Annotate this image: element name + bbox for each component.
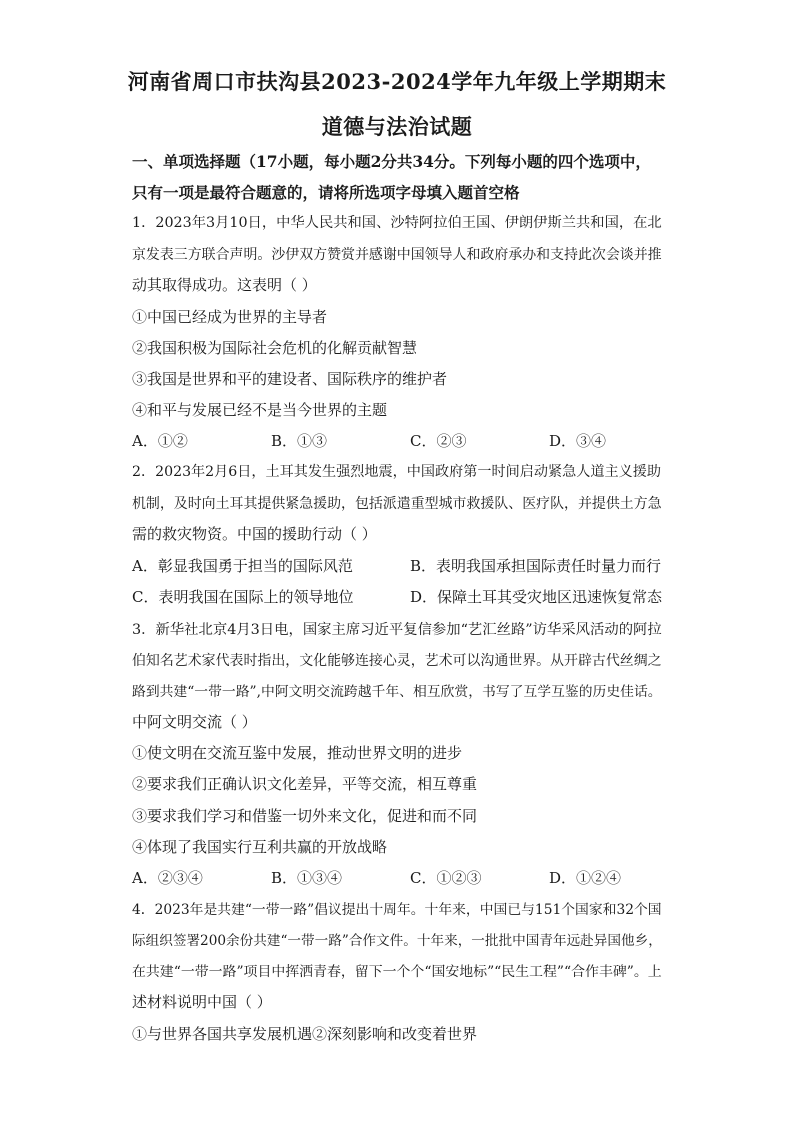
q4-stem-line-4: 述材料说明中国（ ） bbox=[132, 993, 272, 1011]
q2-stem-line-1: 2．2023年2月6日，土耳其发生强烈地震，中国政府第一时间启动紧急人道主义援助 bbox=[132, 464, 662, 480]
q3-option-d: D．①②④ bbox=[549, 869, 622, 887]
q3-stem-line-3: 路到共建“一带一路”,中阿文明交流跨越千年、相互欣赏，书写了互学互鉴的历史佳话。 bbox=[132, 684, 662, 700]
q1-option-c: C．②③ bbox=[410, 432, 467, 450]
q2-option-a: A．彰显我国勇于担当的国际风范 bbox=[132, 557, 353, 575]
q3-statement-3: ③要求我们学习和借鉴一切外来文化，促进和而不同 bbox=[132, 807, 478, 825]
q4-statement-1: ①与世界各国共享发展机遇②深刻影响和改变着世界 bbox=[132, 1025, 478, 1043]
q3-statement-2: ②要求我们正确认识文化差异，平等交流，相互尊重 bbox=[132, 775, 478, 793]
q3-option-c: C．①②③ bbox=[410, 869, 482, 887]
q2-option-d: D．保障土耳其受灾地区迅速恢复常态 bbox=[410, 588, 663, 606]
q2-option-c: C．表明我国在国际上的领导地位 bbox=[132, 588, 354, 606]
q2-stem-line-3: 需的救灾物资。中国的援助行动（ ） bbox=[132, 525, 377, 543]
q4-stem-line-1: 4．2023年是共建“一带一路”倡议提出十周年。十年来，中国已与151个国家和32个国 bbox=[132, 902, 662, 918]
q2-stem-line-2: 机制，及时向土耳其提供紧急援助，包括派遣重型城市救援队、医疗队，并提供土方急 bbox=[132, 496, 662, 512]
q3-stem-line-4: 中阿文明交流（ ） bbox=[132, 713, 257, 731]
section-heading-line-1: 一、单项选择题（17小题，每小题2分共34分。下列每小题的四个选项中， bbox=[132, 152, 651, 171]
q1-stem-line-3: 动其取得成功。这表明（ ） bbox=[132, 276, 317, 294]
q1-statement-3: ③我国是世界和平的建设者、国际秩序的维护者 bbox=[132, 370, 448, 388]
q4-stem-line-2: 际组织签署200余份共建“一带一路”合作文件。十年来，一批批中国青年远赴异国他乡， bbox=[132, 933, 662, 949]
q1-statement-1: ①中国已经成为世界的主导者 bbox=[132, 308, 328, 326]
exam-title-line-2: 道德与法治试题 bbox=[321, 114, 473, 139]
q3-option-b: B．①③④ bbox=[271, 869, 343, 887]
q1-statement-2: ②我国积极为国际社会危机的化解贡献智慧 bbox=[132, 339, 418, 357]
q1-option-a: A．①② bbox=[132, 432, 188, 450]
exam-title-line-1: 河南省周口市扶沟县2023-2024学年九年级上学期期末 bbox=[127, 69, 667, 94]
q3-option-a: A．②③④ bbox=[132, 869, 203, 887]
q1-statement-4: ④和平与发展已经不是当今世界的主题 bbox=[132, 401, 388, 419]
q1-option-d: D．③④ bbox=[549, 432, 607, 450]
section-heading-line-2: 只有一项是最符合题意的，请将所选项字母填入题首空格 bbox=[132, 183, 520, 202]
q4-stem-line-3: 在共建“一带一路”项目中挥洒青春，留下一个个“国安地标”“民生工程”“合作丰碑”。上 bbox=[132, 964, 662, 980]
q1-stem-line-1: 1．2023年3月10日，中华人民共和国、沙特阿拉伯王国、伊朗伊斯兰共和国，在北 bbox=[132, 215, 662, 231]
q3-stem-line-1: 3．新华社北京4月3日电，国家主席习近平复信参加“艺汇丝路”访华采风活动的阿拉 bbox=[132, 622, 662, 638]
q1-option-b: B．①③ bbox=[271, 432, 328, 450]
q1-stem-line-2: 京发表三方联合声明。沙伊双方赞赏并感谢中国领导人和政府承办和支持此次会谈并推 bbox=[132, 247, 662, 263]
q2-option-b: B．表明我国承担国际责任时量力而行 bbox=[410, 557, 662, 575]
q3-statement-1: ①使文明在交流互鉴中发展，推动世界文明的进步 bbox=[132, 744, 463, 762]
q3-stem-line-2: 伯知名艺术家代表时指出，文化能够连接心灵，艺术可以沟通世界。从开辟古代丝绸之 bbox=[132, 653, 662, 669]
q3-statement-4: ④体现了我国实行互利共赢的开放战略 bbox=[132, 838, 388, 856]
